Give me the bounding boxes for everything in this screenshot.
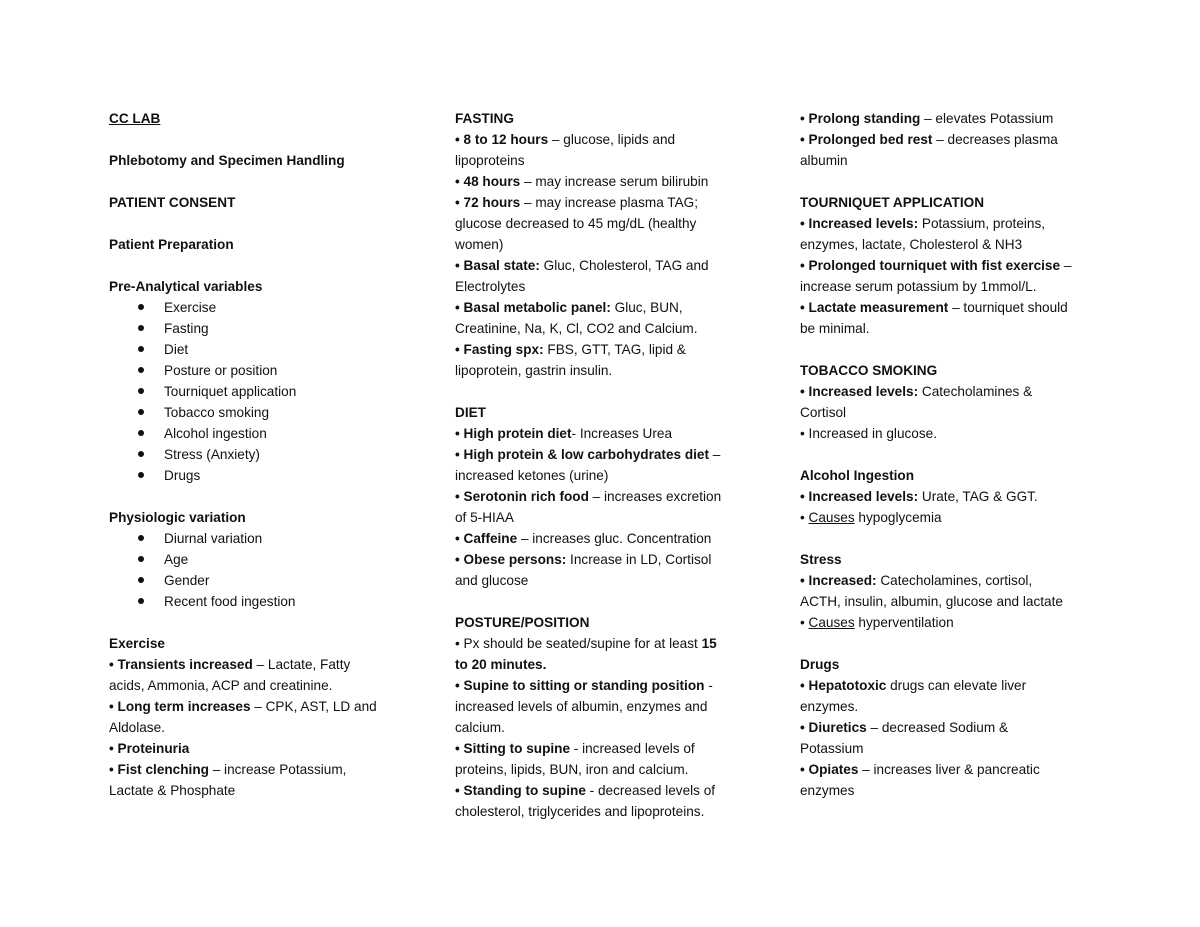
list-item: Fasting — [109, 318, 429, 339]
list-item: Gender — [109, 570, 429, 591]
column-right — [800, 108, 1100, 801]
fasting-line: lipoproteins — [455, 153, 525, 168]
fasting-line: • Basal metabolic panel: Gluc, BUN, — [455, 300, 683, 315]
tourniquet-line: increase serum potassium by 1mmol/L. — [800, 279, 1037, 294]
tobacco-heading: TOBACCO SMOKING — [800, 363, 938, 378]
posture-continued-line: • Prolong standing – elevates Potassium — [800, 111, 1054, 126]
diet-line: and glucose — [455, 573, 529, 588]
exercise-line: Lactate & Phosphate — [109, 783, 236, 798]
tourniquet-line: • Increased levels: Potassium, proteins, — [800, 216, 1046, 231]
document-title: CC LAB — [109, 111, 161, 126]
drugs-heading: Drugs — [800, 657, 840, 672]
diet-line: increased ketones (urine) — [455, 468, 609, 483]
list-item: Alcohol ingestion — [109, 423, 429, 444]
tourniquet-line: • Prolonged tourniquet with fist exercise – — [800, 258, 1072, 273]
stress-line: • Increased: Catecholamines, cortisol, — [800, 573, 1033, 588]
alcohol-line: • Causes hypoglycemia — [800, 510, 942, 525]
physiologic-list — [109, 528, 429, 612]
list-item: Age — [109, 549, 429, 570]
exercise-line: • Long term increases – CPK, AST, LD and — [109, 699, 377, 714]
column-left — [109, 108, 429, 801]
document-subtitle: Phlebotomy and Specimen Handling — [109, 153, 345, 168]
bullet-icon — [138, 472, 144, 478]
drugs-line: • Diuretics – decreased Sodium & — [800, 720, 1009, 735]
exercise-line: acids, Ammonia, ACP and creatinine. — [109, 678, 333, 693]
posture-heading: POSTURE/POSITION — [455, 615, 590, 630]
tourniquet-heading: TOURNIQUET APPLICATION — [800, 195, 985, 210]
list-item: Stress (Anxiety) — [109, 444, 429, 465]
fasting-line: Electrolytes — [455, 279, 526, 294]
fasting-heading: FASTING — [455, 111, 514, 126]
bullet-icon — [138, 535, 144, 541]
drugs-line: enzymes. — [800, 699, 859, 714]
posture-line: • Px should be seated/supine for at least 15 — [455, 636, 717, 651]
bullet-icon — [138, 430, 144, 436]
posture-continued-line: albumin — [800, 153, 848, 168]
fasting-line: women) — [455, 237, 504, 252]
stress-line: • Causes hyperventilation — [800, 615, 954, 630]
bullet-icon — [138, 304, 144, 310]
fasting-line: glucose decreased to 45 mg/dL (healthy — [455, 216, 697, 231]
posture-line: cholesterol, triglycerides and lipoproteins. — [455, 804, 705, 819]
fasting-line: lipoprotein, gastrin insulin. — [455, 363, 613, 378]
alcohol-heading: Alcohol Ingestion — [800, 468, 915, 483]
fasting-line: • 72 hours – may increase plasma TAG; — [455, 195, 698, 210]
drugs-line: • Hepatotoxic drugs can elevate liver — [800, 678, 1027, 693]
list-item: Exercise — [109, 297, 429, 318]
tourniquet-line: be minimal. — [800, 321, 870, 336]
stress-line: ACTH, insulin, albumin, glucose and lactate — [800, 594, 1063, 609]
drugs-line: enzymes — [800, 783, 855, 798]
tobacco-line: Cortisol — [800, 405, 847, 420]
physiologic-heading: Physiologic variation — [109, 510, 246, 525]
preanalytical-heading: Pre-Analytical variables — [109, 279, 263, 294]
exercise-line: • Fist clenching – increase Potassium, — [109, 762, 347, 777]
posture-line: to 20 minutes. — [455, 657, 547, 672]
fasting-line: • 48 hours – may increase serum bilirubin — [455, 174, 709, 189]
drugs-line: • Opiates – increases liver & pancreatic — [800, 762, 1040, 777]
tourniquet-line: • Lactate measurement – tourniquet should — [800, 300, 1068, 315]
column-middle — [455, 108, 755, 822]
bullet-icon — [138, 346, 144, 352]
stress-heading: Stress — [800, 552, 842, 567]
diet-line: • Serotonin rich food – increases excretion — [455, 489, 722, 504]
diet-line: • Caffeine – increases gluc. Concentration — [455, 531, 712, 546]
posture-line: increased levels of albumin, enzymes and — [455, 699, 708, 714]
patient-preparation-heading: Patient Preparation — [109, 237, 234, 252]
posture-line: • Standing to supine - decreased levels of — [455, 783, 716, 798]
drugs-line: Potassium — [800, 741, 864, 756]
posture-line: • Supine to sitting or standing position - — [455, 678, 713, 693]
list-item: Tobacco smoking — [109, 402, 429, 423]
tourniquet-line: enzymes, lactate, Cholesterol & NH3 — [800, 237, 1023, 252]
fasting-line: • Fasting spx: FBS, GTT, TAG, lipid & — [455, 342, 686, 357]
exercise-line: • Proteinuria — [109, 741, 190, 756]
list-item: Drugs — [109, 465, 429, 486]
exercise-heading: Exercise — [109, 636, 165, 651]
posture-continued-line: • Prolonged bed rest – decreases plasma — [800, 132, 1058, 147]
bullet-icon — [138, 409, 144, 415]
diet-line: • Obese persons: Increase in LD, Cortisol — [455, 552, 712, 567]
fasting-line: • Basal state: Gluc, Cholesterol, TAG and — [455, 258, 709, 273]
diet-line: of 5-HIAA — [455, 510, 514, 525]
list-item: Diet — [109, 339, 429, 360]
bullet-icon — [138, 556, 144, 562]
bullet-icon — [138, 598, 144, 604]
diet-line: • High protein diet- Increases Urea — [455, 426, 673, 441]
exercise-line: Aldolase. — [109, 720, 165, 735]
tobacco-line: • Increased levels: Catecholamines & — [800, 384, 1033, 399]
fasting-line: • 8 to 12 hours – glucose, lipids and — [455, 132, 676, 147]
bullet-icon — [138, 388, 144, 394]
list-item: Tourniquet application — [109, 381, 429, 402]
posture-line: proteins, lipids, BUN, iron and calcium. — [455, 762, 689, 777]
bullet-icon — [138, 325, 144, 331]
posture-line: calcium. — [455, 720, 505, 735]
bullet-icon — [138, 451, 144, 457]
diet-line: • High protein & low carbohydrates diet – — [455, 447, 721, 462]
exercise-line: • Transients increased – Lactate, Fatty — [109, 657, 351, 672]
diet-heading: DIET — [455, 405, 486, 420]
list-item: Posture or position — [109, 360, 429, 381]
preanalytical-list — [109, 297, 429, 486]
tobacco-line: • Increased in glucose. — [800, 426, 937, 441]
patient-consent-heading: PATIENT CONSENT — [109, 195, 236, 210]
posture-line: • Sitting to supine - increased levels of — [455, 741, 695, 756]
bullet-icon — [138, 367, 144, 373]
list-item: Recent food ingestion — [109, 591, 429, 612]
fasting-line: Creatinine, Na, K, Cl, CO2 and Calcium. — [455, 321, 698, 336]
bullet-icon — [138, 577, 144, 583]
list-item: Diurnal variation — [109, 528, 429, 549]
alcohol-line: • Increased levels: Urate, TAG & GGT. — [800, 489, 1038, 504]
